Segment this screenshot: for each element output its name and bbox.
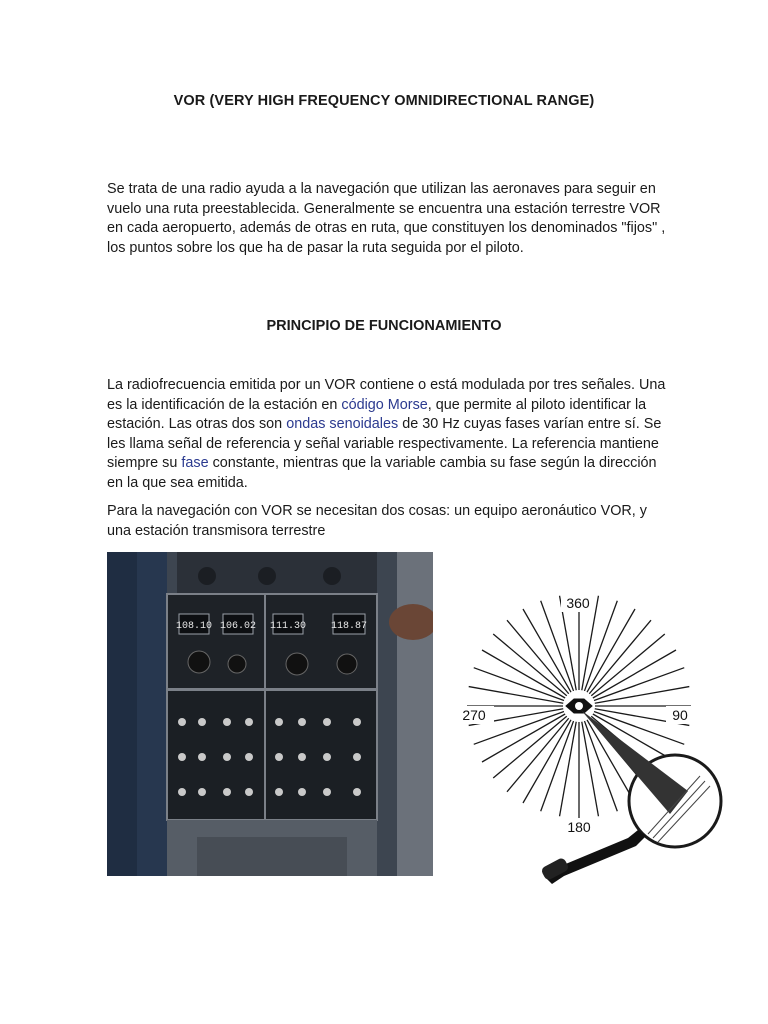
display-2: 106.02 xyxy=(219,621,257,632)
label-180: 180 xyxy=(567,819,591,835)
display-4: 118.87 xyxy=(330,621,368,632)
phase-link[interactable]: fase xyxy=(181,455,209,472)
sine-waves-link[interactable]: ondas senoidales xyxy=(286,416,399,433)
label-360: 360 xyxy=(566,595,590,611)
vor-panel-illustration xyxy=(107,552,433,876)
vor-panel-photo xyxy=(107,552,433,876)
navigation-paragraph: Para la navegación con VOR se necesitan dos cosas: un equipo aeronáutico VOR, y una estación transmisora terrestre xyxy=(107,503,647,539)
vor-compass-diagram xyxy=(448,586,728,886)
principle-text-4: constante, mientras que la variable cambia su fase según la dirección en la que sea emitida. xyxy=(107,455,657,491)
principle-paragraph xyxy=(107,376,667,494)
principle-text-1: La radiofrecuencia emitida por un VOR contiene o está modulada por tres señales. Una es la identificación de la estación en xyxy=(107,377,666,413)
principle-text-2: , que permite al piloto identificar la estación. Las otras dos son xyxy=(107,396,647,433)
label-90: 90 xyxy=(672,707,688,723)
display-3: 111.30 xyxy=(269,621,307,632)
display-1: 108.10 xyxy=(175,621,213,632)
label-270: 270 xyxy=(462,707,486,723)
principle-text-3: de 30 Hz cuyas fases varían entre sí. Se les llama señal de referencia y señal variable respectivamente. La referencia mantiene siempre su xyxy=(107,416,662,472)
page-title: VOR (VERY HIGH FREQUENCY OMNIDIRECTIONAL RANGE) xyxy=(173,93,595,109)
intro-paragraph: Se trata de una radio ayuda a la navegación que utilizan las aeronaves para seguir en vuelo una ruta preestablecida. Generalmente se encuentra una estación terrestre VOR en cada aeropuerto, además de otras en ruta, que constituyen los denominados "fijos" , los puntos sobre los que ha de pasar la ruta seguida por el piloto. xyxy=(107,181,666,256)
compass-illustration xyxy=(448,586,728,886)
section-title: PRINCIPIO DE FUNCIONAMIENTO xyxy=(266,318,502,334)
morse-code-link[interactable]: código Morse xyxy=(341,396,428,413)
